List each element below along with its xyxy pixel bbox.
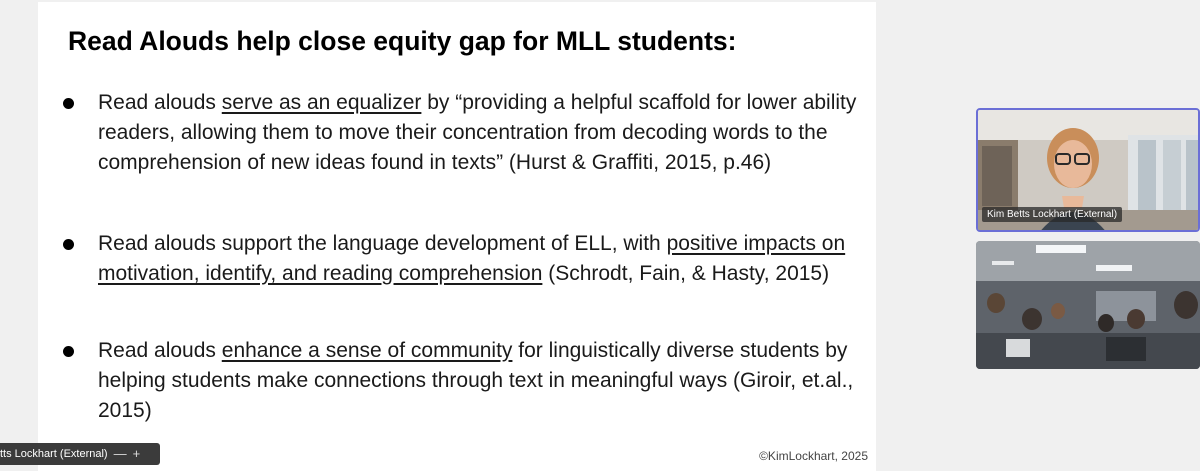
- bullet-dot-icon: [63, 239, 74, 250]
- slide-title: Read Alouds help close equity gap for MLL students:: [68, 26, 737, 56]
- video-tile-room[interactable]: [976, 241, 1200, 369]
- expand-icon[interactable]: +: [132, 446, 141, 461]
- copyright-text: ©KimLockhart, 2025: [759, 449, 868, 463]
- presenter-name: tts Lockhart (External): [0, 448, 108, 460]
- minimize-icon[interactable]: —: [113, 446, 127, 461]
- bullet-text: Read alouds enhance a sense of community for linguistically diverse students by helping students make connections through text in meaningful ways (Giroir, et.al., 2015): [98, 339, 854, 422]
- bullet-text: Read alouds serve as an equalizer by “providing a helpful scaffold for lower ability readers, allowing them to move their concentration from decoding words to the comprehension of new ideas found in texts” (Hurst & Graffiti, 2015, p.46): [98, 91, 857, 174]
- underlined-phrase: positive impacts on motivation, identify, and reading comprehension: [98, 232, 846, 285]
- presentation-slide: [38, 2, 876, 471]
- speaker-name-label: Kim Betts Lockhart (External): [982, 207, 1122, 222]
- bullet-dot-icon: [63, 98, 74, 109]
- bullet-dot-icon: [63, 346, 74, 357]
- underlined-phrase: enhance a sense of community: [221, 339, 513, 362]
- room-video-feed: [976, 241, 1200, 369]
- bullet-text: Read alouds support the language development of ELL, with positive impacts on motivation, identify, and reading comprehension (Schrodt, Fain, & Hasty, 2015): [98, 232, 846, 285]
- presenter-name-pill[interactable]: [0, 443, 160, 465]
- underlined-phrase: serve as an equalizer: [221, 91, 422, 114]
- video-tile-active-speaker[interactable]: [976, 108, 1200, 232]
